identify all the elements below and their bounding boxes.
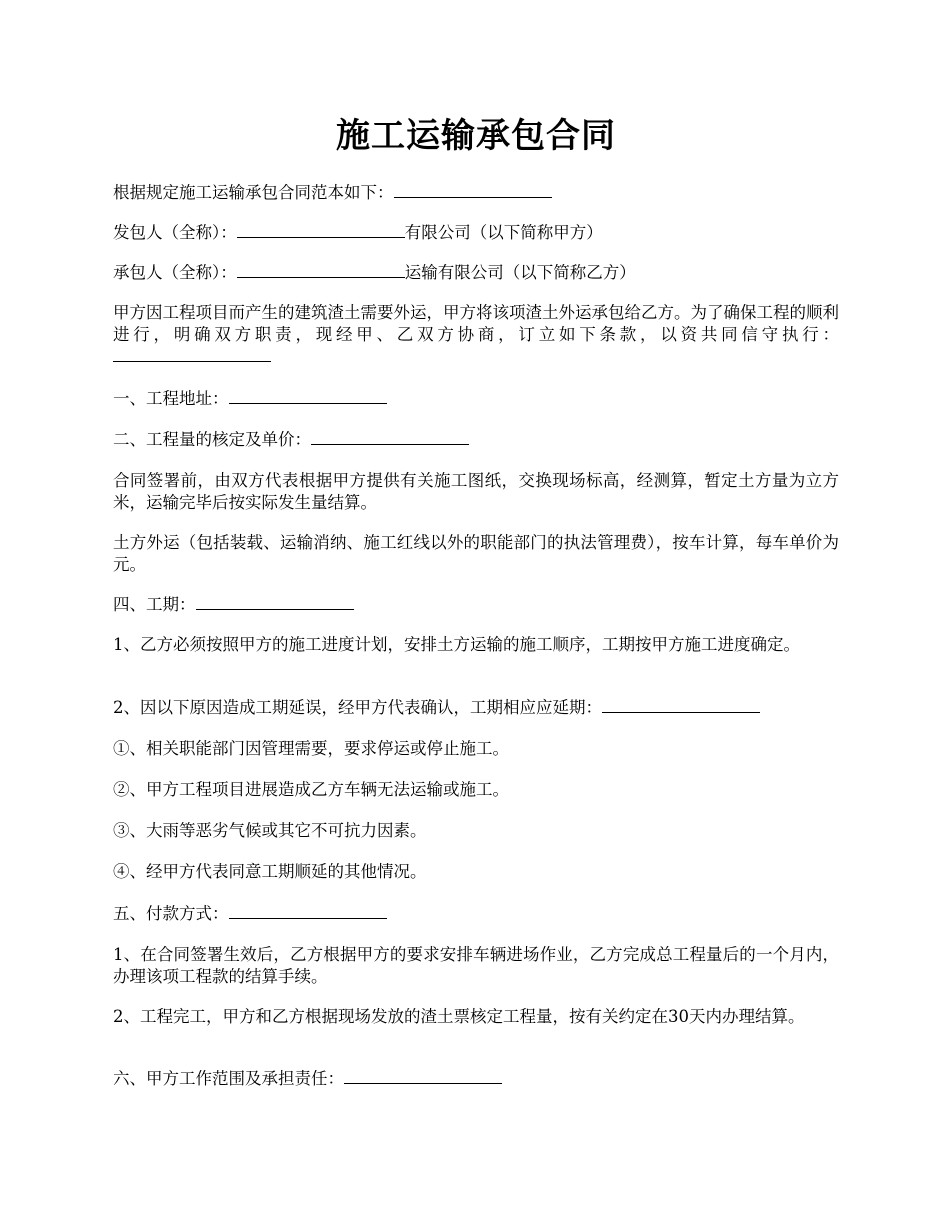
- paragraph-text: 二、工程量的核定及单价：: [113, 430, 311, 449]
- paragraph-text: 2、工程完工，甲方和乙方根据现场发放的渣土票核定工程量，按有关约定在30天内办理结算。: [113, 1007, 805, 1026]
- paragraph-text: 发包人（全称）：: [113, 223, 237, 242]
- list-item: [113, 861, 839, 883]
- paragraph-text: 承包人（全称）：: [113, 263, 237, 282]
- paragraph-text: 土方外运（包括装载、运输消纳、施工红线以外的职能部门的执法管理费），按车计算，每车单价为元。: [113, 533, 839, 574]
- fill-in-blank: [196, 595, 354, 610]
- body-paragraph: [113, 634, 839, 656]
- paragraph-text: ③、大雨等恶劣气候或其它不可抗力因素。: [113, 821, 427, 840]
- section-heading: [113, 429, 839, 451]
- fill-in-blank: [229, 904, 387, 919]
- paragraph-text: 甲方因工程项目而产生的建筑渣土需要外运，甲方将该项渣土外运承包给乙方。为了确保工程的顺利进行，明确双方职责，现经甲、乙双方协商，订立如下条款，以资共同信守执行：: [113, 303, 839, 344]
- section-heading: [113, 903, 839, 925]
- employer-line: [113, 222, 839, 244]
- body-paragraph: [113, 532, 839, 576]
- paragraph-text: 合同签署前，由双方代表根据甲方提供有关施工图纸，交换现场标高，经测算，暂定土方量为立方米，运输完毕后按实际发生量结算。: [113, 471, 839, 512]
- list-item: [113, 738, 839, 760]
- body-paragraph: [113, 470, 839, 514]
- body-paragraph: [113, 1006, 839, 1028]
- document-title: 施工运输承包合同: [336, 116, 616, 156]
- section-heading: [113, 1068, 839, 1090]
- paragraph-text: 根据规定施工运输承包合同范本如下：: [113, 183, 394, 202]
- paragraph-text: 六、甲方工作范围及承担责任：: [113, 1069, 344, 1088]
- fill-in-blank: [311, 430, 469, 445]
- fill-in-blank: [237, 263, 405, 278]
- intro-line: [113, 182, 839, 204]
- list-item: [113, 820, 839, 842]
- paragraph-text: ①、相关职能部门因管理需要，要求停运或停止施工。: [113, 739, 509, 758]
- section-heading: [113, 388, 839, 410]
- contractor-line: [113, 262, 839, 284]
- paragraph-text: 1、在合同签署生效后，乙方根据甲方的要求安排车辆进场作业，乙方完成总工程量后的一个月内，办理该项工程款的结算手续。: [113, 945, 839, 986]
- paragraph-text: ④、经甲方代表同意工期顺延的其他情况。: [113, 862, 427, 881]
- paragraph-text: 2、因以下原因造成工期延误，经甲方代表确认，工期相应应延期：: [113, 698, 602, 717]
- fill-in-blank: [602, 698, 760, 713]
- list-item: [113, 779, 839, 801]
- paragraph-text: 五、付款方式：: [113, 904, 229, 923]
- paragraph-text: ②、甲方工程项目进展造成乙方车辆无法运输或施工。: [113, 780, 509, 799]
- paragraph-suffix: 运输有限公司（以下简称乙方）: [404, 263, 636, 282]
- paragraph-suffix: 有限公司（以下简称甲方）: [404, 223, 603, 242]
- paragraph-text: 1、乙方必须按照甲方的施工进度计划，安排土方运输的施工顺序，工期按甲方施工进度确定。: [113, 635, 800, 654]
- fill-in-blank: [113, 347, 271, 362]
- fill-in-blank: [237, 223, 405, 238]
- body-paragraph: [113, 697, 839, 719]
- body-paragraph: [113, 944, 839, 988]
- paragraph-text: 一、工程地址：: [113, 389, 229, 408]
- preamble-paragraph: [113, 302, 839, 368]
- fill-in-blank: [394, 183, 552, 198]
- fill-in-blank: [229, 389, 387, 404]
- paragraph-text: 四、工期：: [113, 595, 196, 614]
- fill-in-blank: [344, 1069, 502, 1084]
- section-heading: [113, 594, 839, 616]
